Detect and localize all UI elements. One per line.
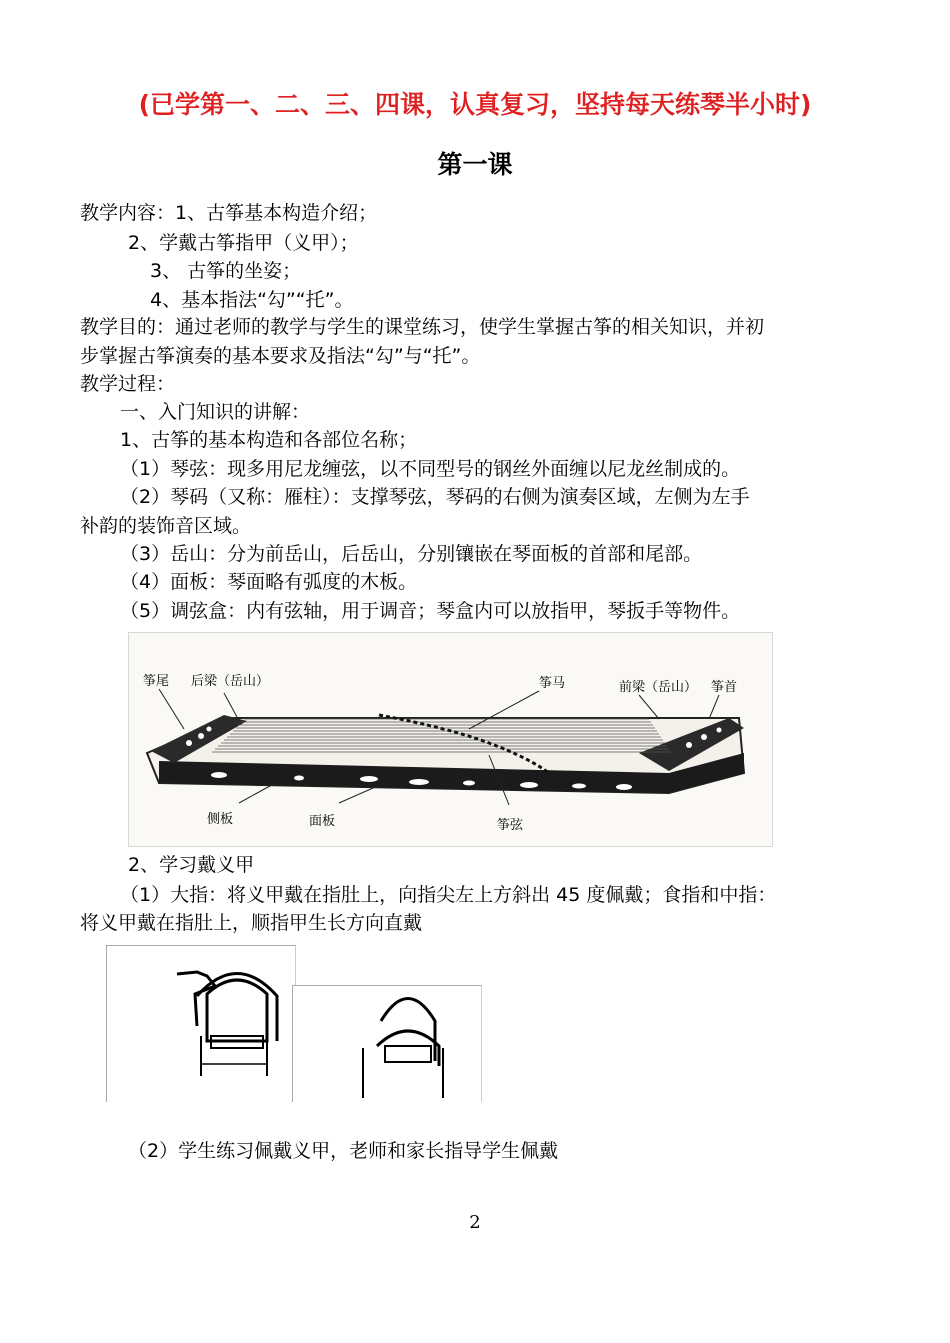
lesson-title: 第一课	[437, 150, 513, 179]
body-line: （5）调弦盒：内有弦轴，用于调音；琴盒内可以放指甲，琴扳手等物件。	[120, 600, 741, 622]
thumb-nail-drawing	[107, 946, 295, 1102]
finger-nail-diagram	[292, 985, 482, 1102]
body-line: 步掌握古筝演奏的基本要求及指法“勾”与“托”。	[80, 345, 481, 367]
body-line: 将义甲戴在指肚上，顺指甲生长方向直戴	[80, 912, 423, 934]
label-front-bridge: 前梁（岳山）	[619, 680, 698, 695]
label-bridge: 筝马	[539, 676, 566, 691]
finger-nail-drawing	[293, 986, 481, 1102]
body-line: 2、学戴古筝指甲（义甲）；	[128, 232, 359, 254]
body-line: （3）岳山：分为前岳山，后岳山，分别镶嵌在琴面板的首部和尾部。	[120, 543, 703, 565]
body-line: （1）琴弦：现多用尼龙缠弦，以不同型号的钢丝外面缠以尼龙丝制成的。	[120, 458, 741, 480]
body-line: 教学目的：通过老师的教学与学生的课堂练习，使学生掌握古筝的相关知识，并初	[80, 316, 765, 338]
label-head: 筝首	[711, 680, 738, 695]
body-line: 补韵的装饰音区域。	[80, 515, 252, 537]
notice-heading: (已学第一、二、三、四课，认真复习，坚持每天练琴半小时)	[138, 90, 812, 119]
label-side-board: 侧板	[207, 812, 234, 827]
body-line: 教学内容：1、古筝基本构造介绍；	[80, 202, 378, 224]
body-line: 2、学习戴义甲	[128, 854, 255, 876]
body-line: 教学过程：	[80, 373, 176, 395]
body-line: （1）大指：将义甲戴在指肚上，向指尖左上方斜出 45 度佩戴；食指和中指：	[120, 884, 777, 906]
label-tail: 筝尾	[143, 674, 170, 689]
guzheng-diagram	[128, 632, 773, 847]
guzheng-drawing	[129, 633, 772, 846]
label-soundboard: 面板	[309, 814, 336, 829]
body-line: 3、 古筝的坐姿；	[150, 260, 302, 282]
page-number: 2	[469, 1212, 481, 1233]
body-line: （2）琴码（又称：雁柱）：支撑琴弦，琴码的右侧为演奏区域，左侧为左手	[120, 486, 750, 508]
body-line: （4）面板：琴面略有弧度的木板。	[120, 571, 418, 593]
thumb-nail-diagram	[106, 945, 296, 1102]
label-strings: 筝弦	[497, 818, 524, 833]
body-line: （2）学生练习佩戴义甲，老师和家长指导学生佩戴	[128, 1140, 559, 1162]
body-line: 4、基本指法“勾”“托”。	[150, 289, 354, 311]
body-line: 1、古筝的基本构造和各部位名称；	[120, 429, 418, 451]
body-line: 一、入门知识的讲解：	[120, 401, 311, 423]
label-rear-bridge: 后梁（岳山）	[191, 674, 270, 689]
